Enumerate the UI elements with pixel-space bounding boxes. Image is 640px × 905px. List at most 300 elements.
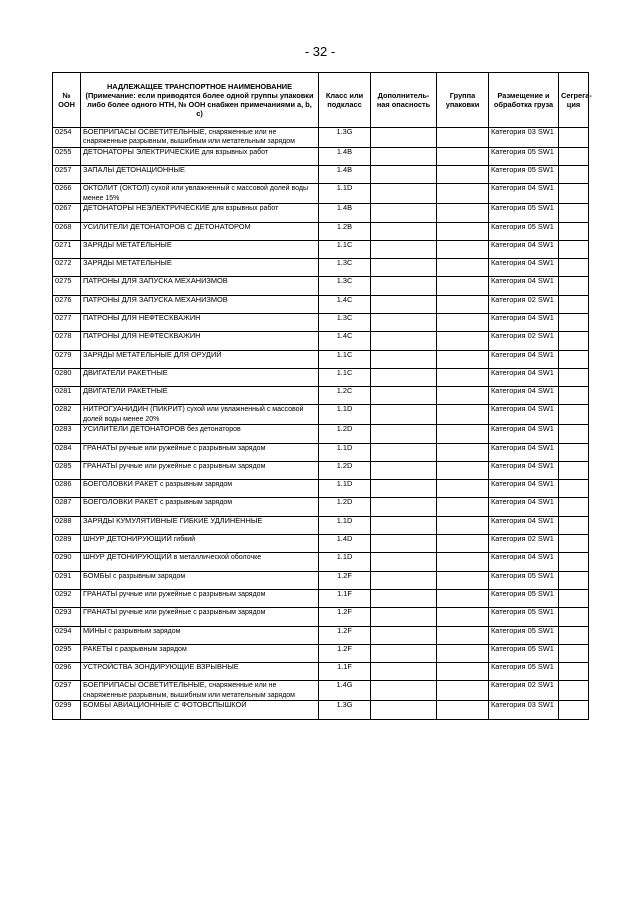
cell-segregation: [559, 701, 589, 719]
cell-stowage: Категория 05 SW1: [489, 644, 559, 662]
header-segregation: Сегрега-ция: [559, 73, 589, 128]
header-shipping-name: [81, 73, 319, 128]
shipping-name-main: БОМБЫ АВИАЦИОННЫЕ С ФОТОВСПЫШКОЙ: [83, 700, 247, 710]
cell-subsidiary-risk: [371, 387, 437, 405]
cell-packing-group: [437, 571, 489, 589]
cell-segregation: [559, 128, 589, 148]
table-row: [53, 147, 589, 165]
cell-subsidiary-risk: [371, 535, 437, 553]
cell-shipping-name: [81, 350, 319, 368]
cell-packing-group: [437, 535, 489, 553]
cell-un-number: 0296: [53, 663, 81, 681]
cell-packing-group: [437, 332, 489, 350]
cell-packing-group: [437, 350, 489, 368]
shipping-name-main: ПАТРОНЫ ДЛЯ ЗАПУСКА МЕХАНИЗМОВ: [83, 294, 228, 304]
cell-stowage: Категория 05 SW1: [489, 608, 559, 626]
cell-un-number: 0282: [53, 405, 81, 425]
cell-shipping-name: [81, 553, 319, 571]
shipping-name-main: ГРАНАТЫ: [83, 442, 118, 452]
cell-shipping-name: [81, 332, 319, 350]
cell-class: 1.2D: [319, 498, 371, 516]
shipping-name-qualifier: ручные или ружейные с разрывным зарядом: [117, 444, 266, 452]
cell-stowage: Категория 05 SW1: [489, 147, 559, 165]
cell-class: 1.2D: [319, 461, 371, 479]
shipping-name-main: ЗАРЯДЫ МЕТАТЕЛЬНЫЕ ДЛЯ ОРУДИЙ: [83, 349, 222, 359]
cell-packing-group: [437, 240, 489, 258]
cell-class: 1.2F: [319, 644, 371, 662]
cell-class: 1.1D: [319, 443, 371, 461]
shipping-name-qualifier: без детонаторов: [185, 426, 241, 434]
shipping-name-main: НИТРОГУАНИДИН (ПИКРИТ): [83, 404, 185, 414]
cell-class: 1.4B: [319, 204, 371, 222]
cell-packing-group: [437, 405, 489, 425]
cell-segregation: [559, 443, 589, 461]
cell-un-number: 0295: [53, 644, 81, 662]
table-row: [53, 277, 589, 295]
cell-shipping-name: [81, 480, 319, 498]
shipping-name-main: БОЕГОЛОВКИ РАКЕТ: [83, 479, 159, 489]
cell-shipping-name: [81, 277, 319, 295]
cell-subsidiary-risk: [371, 128, 437, 148]
cell-segregation: [559, 184, 589, 204]
shipping-name-main: ДЕТОНАТОРЫ ЭЛЕКТРИЧЕСКИЕ: [83, 146, 200, 156]
shipping-name-main: ДВИГАТЕЛИ РАКЕТНЫЕ: [83, 386, 168, 396]
cell-subsidiary-risk: [371, 553, 437, 571]
cell-stowage: Категория 04 SW1: [489, 368, 559, 386]
cell-un-number: 0285: [53, 461, 81, 479]
cell-subsidiary-risk: [371, 589, 437, 607]
cell-class: 1.3C: [319, 314, 371, 332]
shipping-name-qualifier: с разрывным зарядом: [111, 572, 186, 580]
cell-un-number: 0277: [53, 314, 81, 332]
shipping-name-main: ЗАПАЛЫ ДЕТОНАЦИОННЫЕ: [83, 165, 185, 175]
cell-shipping-name: [81, 516, 319, 534]
cell-segregation: [559, 387, 589, 405]
cell-un-number: 0288: [53, 516, 81, 534]
cell-stowage: Категория 04 SW1: [489, 498, 559, 516]
cell-packing-group: [437, 295, 489, 313]
cell-subsidiary-risk: [371, 681, 437, 701]
table-row: [53, 571, 589, 589]
cell-shipping-name: [81, 571, 319, 589]
shipping-name-qualifier: ручные или ружейные с разрывным зарядом: [117, 609, 266, 617]
cell-shipping-name: [81, 663, 319, 681]
cell-subsidiary-risk: [371, 314, 437, 332]
header-class: Класс или подкласс: [319, 73, 371, 128]
cell-shipping-name: [81, 259, 319, 277]
cell-class: 1.4B: [319, 166, 371, 184]
shipping-name-qualifier: с разрывным зарядом: [106, 627, 181, 635]
shipping-name-qualifier: снаряженные или не снаряженные разрывным, вышибным или метательным зарядом: [83, 682, 295, 699]
shipping-name-qualifier: снаряженные или не снаряженные разрывным, вышибным или метательным зарядом: [83, 129, 295, 146]
cell-subsidiary-risk: [371, 516, 437, 534]
table-row: [53, 681, 589, 701]
shipping-name-main: ШНУР ДЕТОНИРУЮЩИЙ: [83, 552, 172, 562]
cell-subsidiary-risk: [371, 498, 437, 516]
cell-stowage: Категория 04 SW1: [489, 461, 559, 479]
cell-un-number: 0254: [53, 128, 81, 148]
cell-un-number: 0283: [53, 425, 81, 443]
shipping-name-main: УСИЛИТЕЛИ ДЕТОНАТОРОВ: [83, 424, 186, 434]
table-row: [53, 166, 589, 184]
shipping-name-main: ШНУР ДЕТОНИРУЮЩИЙ: [83, 534, 172, 544]
table-row: [53, 443, 589, 461]
cell-stowage: Категория 04 SW1: [489, 259, 559, 277]
cell-subsidiary-risk: [371, 644, 437, 662]
shipping-name-qualifier: ручные или ружейные с разрывным зарядом: [117, 462, 266, 470]
shipping-name-qualifier: гибкий: [171, 536, 196, 544]
cell-un-number: 0286: [53, 480, 81, 498]
cell-class: 1.3G: [319, 128, 371, 148]
cell-segregation: [559, 480, 589, 498]
cell-un-number: 0280: [53, 368, 81, 386]
cell-class: 1.3C: [319, 259, 371, 277]
cell-class: 1.1D: [319, 184, 371, 204]
cell-packing-group: [437, 277, 489, 295]
cell-subsidiary-risk: [371, 222, 437, 240]
cell-packing-group: [437, 222, 489, 240]
table-row: [53, 644, 589, 662]
cell-segregation: [559, 461, 589, 479]
cell-segregation: [559, 350, 589, 368]
shipping-name-main: БОМБЫ: [83, 570, 112, 580]
cell-segregation: [559, 571, 589, 589]
cell-stowage: Категория 04 SW1: [489, 350, 559, 368]
cell-packing-group: [437, 204, 489, 222]
cell-packing-group: [437, 443, 489, 461]
cell-stowage: Категория 05 SW1: [489, 222, 559, 240]
cell-subsidiary-risk: [371, 663, 437, 681]
cell-stowage: Категория 04 SW1: [489, 405, 559, 425]
cell-packing-group: [437, 184, 489, 204]
cell-class: 1.4G: [319, 681, 371, 701]
cell-packing-group: [437, 259, 489, 277]
cell-packing-group: [437, 663, 489, 681]
cell-subsidiary-risk: [371, 571, 437, 589]
shipping-name-qualifier: с разрывным зарядом: [112, 645, 187, 653]
table-row: [53, 387, 589, 405]
cell-segregation: [559, 553, 589, 571]
cell-class: 1.4C: [319, 332, 371, 350]
table-row: [53, 535, 589, 553]
cell-shipping-name: [81, 681, 319, 701]
cell-packing-group: [437, 553, 489, 571]
cell-subsidiary-risk: [371, 350, 437, 368]
table-row: [53, 128, 589, 148]
cell-packing-group: [437, 681, 489, 701]
cell-packing-group: [437, 147, 489, 165]
cell-shipping-name: [81, 166, 319, 184]
shipping-name-main: ЗАРЯДЫ МЕТАТЕЛЬНЫЕ: [83, 258, 172, 268]
cell-subsidiary-risk: [371, 608, 437, 626]
table-row: [53, 204, 589, 222]
cell-stowage: Категория 05 SW1: [489, 204, 559, 222]
dangerous-goods-table: [52, 72, 592, 720]
cell-un-number: 0294: [53, 626, 81, 644]
cell-segregation: [559, 516, 589, 534]
cell-segregation: [559, 644, 589, 662]
cell-packing-group: [437, 387, 489, 405]
cell-packing-group: [437, 425, 489, 443]
cell-shipping-name: [81, 405, 319, 425]
cell-shipping-name: [81, 240, 319, 258]
cell-shipping-name: [81, 701, 319, 719]
header-packing-group: Группа упаковки: [437, 73, 489, 128]
cell-segregation: [559, 608, 589, 626]
cell-stowage: Категория 04 SW1: [489, 425, 559, 443]
table-row: [53, 405, 589, 425]
cell-stowage: Категория 02 SW1: [489, 332, 559, 350]
table-row: [53, 259, 589, 277]
header-shipping-name-title: НАДЛЕЖАЩЕЕ ТРАНСПОРТНОЕ НАИМЕНОВАНИЕ: [106, 82, 293, 91]
cell-shipping-name: [81, 461, 319, 479]
cell-class: 1.4C: [319, 295, 371, 313]
table-row: [53, 295, 589, 313]
cell-stowage: Категория 04 SW1: [489, 277, 559, 295]
shipping-name-main: ПАТРОНЫ ДЛЯ НЕФТЕСКВАЖИН: [83, 331, 201, 341]
cell-stowage: Категория 04 SW1: [489, 387, 559, 405]
table-row: [53, 663, 589, 681]
cell-segregation: [559, 663, 589, 681]
cell-un-number: 0278: [53, 332, 81, 350]
table-row: [53, 480, 589, 498]
table-row: [53, 314, 589, 332]
cell-segregation: [559, 166, 589, 184]
cell-subsidiary-risk: [371, 240, 437, 258]
cell-shipping-name: [81, 608, 319, 626]
cell-class: 1.4D: [319, 535, 371, 553]
cell-stowage: Категория 02 SW1: [489, 295, 559, 313]
shipping-name-main: УСТРОЙСТВА ЗОНДИРУЮЩИЕ ВЗРЫВНЫЕ: [83, 662, 239, 672]
shipping-name-main: ЗАРЯДЫ КУМУЛЯТИВНЫЕ ГИБКИЕ УДЛИНЕННЫЕ: [83, 515, 263, 525]
cell-segregation: [559, 681, 589, 701]
cell-class: 1.4B: [319, 147, 371, 165]
cell-un-number: 0287: [53, 498, 81, 516]
cell-stowage: Категория 02 SW1: [489, 681, 559, 701]
cell-shipping-name: [81, 314, 319, 332]
cell-class: 1.1D: [319, 405, 371, 425]
cell-subsidiary-risk: [371, 332, 437, 350]
cell-subsidiary-risk: [371, 368, 437, 386]
cell-stowage: Категория 02 SW1: [489, 535, 559, 553]
cell-shipping-name: [81, 425, 319, 443]
cell-stowage: Категория 04 SW1: [489, 184, 559, 204]
cell-class: 1.2F: [319, 608, 371, 626]
shipping-name-main: БОЕПРИПАСЫ ОСВЕТИТЕЛЬНЫЕ,: [83, 680, 207, 690]
table-row: [53, 350, 589, 368]
cell-stowage: Категория 04 SW1: [489, 553, 559, 571]
cell-subsidiary-risk: [371, 405, 437, 425]
cell-packing-group: [437, 480, 489, 498]
cell-un-number: 0284: [53, 443, 81, 461]
table-row: [53, 589, 589, 607]
cell-stowage: Категория 03 SW1: [489, 128, 559, 148]
cell-un-number: 0281: [53, 387, 81, 405]
cell-un-number: 0271: [53, 240, 81, 258]
cell-un-number: 0275: [53, 277, 81, 295]
cell-subsidiary-risk: [371, 425, 437, 443]
shipping-name-main: ДЕТОНАТОРЫ НЕЭЛЕКТРИЧЕСКИЕ: [83, 203, 210, 213]
shipping-name-main: ОКТОЛИТ (ОКТОЛ): [83, 183, 150, 193]
cell-segregation: [559, 498, 589, 516]
table-row: [53, 222, 589, 240]
table-row: [53, 461, 589, 479]
table-row: [53, 184, 589, 204]
cell-packing-group: [437, 701, 489, 719]
cell-packing-group: [437, 368, 489, 386]
cell-un-number: 0268: [53, 222, 81, 240]
shipping-name-main: БОЕГОЛОВКИ РАКЕТ: [83, 497, 159, 507]
cell-class: 1.1C: [319, 368, 371, 386]
table-row: [53, 368, 589, 386]
table-row: [53, 332, 589, 350]
cell-class: 1.1D: [319, 553, 371, 571]
cell-subsidiary-risk: [371, 259, 437, 277]
cell-un-number: 0290: [53, 553, 81, 571]
cell-shipping-name: [81, 222, 319, 240]
cell-class: 1.2D: [319, 425, 371, 443]
shipping-name-main: ГРАНАТЫ: [83, 607, 118, 617]
shipping-name-qualifier: сухой или увлажненный с массовой долей воды менее 20%: [83, 406, 304, 423]
cell-class: 1.1D: [319, 516, 371, 534]
cell-subsidiary-risk: [371, 443, 437, 461]
cell-un-number: 0299: [53, 701, 81, 719]
cell-shipping-name: [81, 184, 319, 204]
table-row: [53, 608, 589, 626]
cell-subsidiary-risk: [371, 626, 437, 644]
cell-stowage: Категория 04 SW1: [489, 516, 559, 534]
cell-shipping-name: [81, 147, 319, 165]
cell-un-number: 0276: [53, 295, 81, 313]
cell-subsidiary-risk: [371, 277, 437, 295]
cell-stowage: Категория 04 SW1: [489, 480, 559, 498]
cell-segregation: [559, 332, 589, 350]
cell-segregation: [559, 295, 589, 313]
cell-stowage: Категория 04 SW1: [489, 443, 559, 461]
cell-segregation: [559, 222, 589, 240]
cell-un-number: 0255: [53, 147, 81, 165]
cell-shipping-name: [81, 535, 319, 553]
header-subsidiary-risk: Дополнитель-ная опасность: [371, 73, 437, 128]
cell-stowage: Категория 05 SW1: [489, 571, 559, 589]
cell-class: 1.2B: [319, 222, 371, 240]
cell-shipping-name: [81, 644, 319, 662]
cell-packing-group: [437, 608, 489, 626]
cell-shipping-name: [81, 626, 319, 644]
shipping-name-main: ПАТРОНЫ ДЛЯ ЗАПУСКА МЕХАНИЗМОВ: [83, 276, 228, 286]
cell-class: 1.1C: [319, 240, 371, 258]
cell-un-number: 0272: [53, 259, 81, 277]
cell-packing-group: [437, 128, 489, 148]
shipping-name-main: ГРАНАТЫ: [83, 588, 118, 598]
cell-segregation: [559, 405, 589, 425]
shipping-name-main: БОЕПРИПАСЫ ОСВЕТИТЕЛЬНЫЕ,: [83, 127, 207, 136]
cell-class: 1.1C: [319, 350, 371, 368]
cell-un-number: 0291: [53, 571, 81, 589]
cell-segregation: [559, 626, 589, 644]
table-row: [53, 626, 589, 644]
table-header-row: [53, 73, 589, 128]
header-un-number: № ООН: [53, 73, 81, 128]
cell-segregation: [559, 259, 589, 277]
cell-segregation: [559, 147, 589, 165]
cell-shipping-name: [81, 368, 319, 386]
cell-stowage: Категория 03 SW1: [489, 701, 559, 719]
cell-subsidiary-risk: [371, 184, 437, 204]
cell-class: 1.2F: [319, 571, 371, 589]
cell-segregation: [559, 204, 589, 222]
cell-segregation: [559, 589, 589, 607]
cell-un-number: 0293: [53, 608, 81, 626]
table-row: [53, 498, 589, 516]
cell-class: 1.2C: [319, 387, 371, 405]
cell-stowage: Категория 05 SW1: [489, 589, 559, 607]
cell-un-number: 0292: [53, 589, 81, 607]
cell-subsidiary-risk: [371, 147, 437, 165]
shipping-name-main: РАКЕТЫ: [83, 643, 113, 653]
cell-class: 1.3G: [319, 701, 371, 719]
cell-un-number: 0289: [53, 535, 81, 553]
cell-shipping-name: [81, 128, 319, 148]
cell-subsidiary-risk: [371, 166, 437, 184]
cell-shipping-name: [81, 387, 319, 405]
shipping-name-main: МИНЫ: [83, 625, 107, 635]
page-number: - 32 -: [304, 44, 336, 59]
shipping-name-main: ГРАНАТЫ: [83, 460, 118, 470]
shipping-name-main: ЗАРЯДЫ МЕТАТЕЛЬНЫЕ: [83, 239, 172, 249]
header-shipping-name-note: (Примечание: если приводятся более одной группы упаковки либо более одного НТН, № ООН снабжен примечаниями a, b, c): [85, 91, 314, 118]
cell-shipping-name: [81, 204, 319, 222]
cell-packing-group: [437, 644, 489, 662]
table-row: [53, 701, 589, 719]
cell-class: 1.1F: [319, 589, 371, 607]
cell-stowage: Категория 05 SW1: [489, 626, 559, 644]
cell-packing-group: [437, 498, 489, 516]
cell-packing-group: [437, 166, 489, 184]
shipping-name-qualifier: в металлической оболочке: [171, 554, 262, 562]
cell-shipping-name: [81, 498, 319, 516]
cell-stowage: Категория 05 SW1: [489, 166, 559, 184]
cell-subsidiary-risk: [371, 295, 437, 313]
shipping-name-qualifier: ручные или ружейные с разрывным зарядом: [117, 590, 266, 598]
cell-un-number: 0266: [53, 184, 81, 204]
cell-shipping-name: [81, 295, 319, 313]
shipping-name-qualifier: сухой или увлажненный с массовой долей воды менее 15%: [83, 185, 309, 202]
shipping-name-qualifier: с разрывным зарядом: [158, 499, 233, 507]
table-row: [53, 240, 589, 258]
shipping-name-qualifier: для взрывных работ: [209, 205, 279, 213]
shipping-name-main: УСИЛИТЕЛИ ДЕТОНАТОРОВ С ДЕТОНАТОРОМ: [83, 221, 251, 231]
cell-subsidiary-risk: [371, 701, 437, 719]
cell-class: 1.2F: [319, 626, 371, 644]
cell-stowage: Категория 04 SW1: [489, 314, 559, 332]
cell-shipping-name: [81, 589, 319, 607]
table-row: [53, 553, 589, 571]
cell-segregation: [559, 368, 589, 386]
cell-un-number: 0257: [53, 166, 81, 184]
cell-shipping-name: [81, 443, 319, 461]
cell-class: 1.3C: [319, 277, 371, 295]
cell-un-number: 0267: [53, 204, 81, 222]
cell-segregation: [559, 240, 589, 258]
cell-segregation: [559, 425, 589, 443]
cell-segregation: [559, 277, 589, 295]
cell-subsidiary-risk: [371, 461, 437, 479]
cell-segregation: [559, 535, 589, 553]
cell-segregation: [559, 314, 589, 332]
cell-subsidiary-risk: [371, 204, 437, 222]
cell-subsidiary-risk: [371, 480, 437, 498]
